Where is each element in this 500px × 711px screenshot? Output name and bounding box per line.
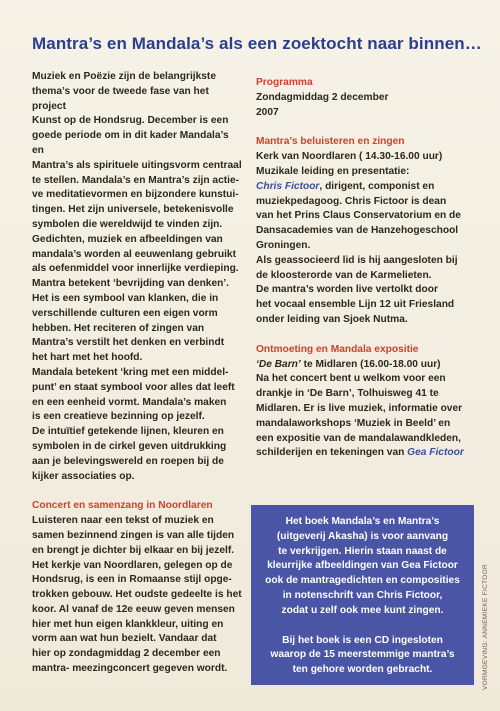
text-line: ook de mantragedichten en composities	[265, 575, 460, 587]
page-title: Mantra’s en Mandala’s als een zoektocht naar binnen…	[32, 34, 482, 53]
text-line: aan je belevingswereld en roepen bij de	[32, 455, 224, 467]
gea-fictoor-link: Gea Fictoor	[407, 447, 464, 459]
text-line: het vocaal ensemble Lijn 12 uit Friesland	[256, 299, 455, 311]
text-line: muziekpedagoog. Chris Fictoor is dean	[256, 195, 447, 207]
text-line: zodat u zelf ook mee kunt zingen.	[281, 604, 444, 616]
spacer	[256, 120, 478, 135]
text-line: Kunst op de Hondsrug. December is een	[32, 115, 229, 127]
text-line: ten gehore worden gebracht.	[292, 664, 433, 676]
intro-text	[32, 70, 242, 484]
text-line: Mandala betekent ‘kring met een middel-	[32, 366, 229, 378]
text-line: De intuïtief getekende lijnen, kleuren en	[32, 426, 224, 438]
barn-name: ‘De Barn’	[256, 358, 301, 370]
mantras-heading: Mantra’s beluisteren en zingen	[256, 136, 405, 148]
text-line: De mantra’s worden live vertolkt door	[256, 284, 438, 296]
text-line: Groningen.	[256, 239, 311, 251]
text-span: te Midlaren (16.00-18.00 uur)	[300, 358, 441, 370]
text-line: en brengt je dichter bij elkaar en bij jezelf.	[32, 544, 235, 556]
text-line: kijker associaties op.	[32, 470, 135, 482]
text-line: drankje in ‘De Barn’, Tolhuisweg 41 te	[256, 388, 439, 400]
concert-heading: Concert en samenzang in Noordlaren	[32, 500, 213, 512]
text-line: symbolen in de cirkel geven uitdrukking	[32, 440, 227, 452]
text-line: Muzikale leiding en presentatie:	[256, 165, 410, 177]
design-credit: VORMGEVING: ANNEMIEKE FICTOOR	[482, 564, 489, 690]
programma-year: 2007	[256, 106, 279, 118]
text-line: een expositie van de mandalawandkleden,	[256, 432, 461, 444]
text-line: Hondsrug, is een in Romaanse stijl opge-	[32, 574, 232, 586]
text-line: (uitgeverij Akasha) is voor aanvang	[276, 530, 449, 542]
text-line: waarop de 15 meerstemmige mantra’s	[270, 649, 455, 661]
text-line: Bij het boek is een CD ingesloten	[282, 634, 443, 646]
text-line: verschillende culturen een eigen vorm	[32, 307, 218, 319]
text-line: tingen. Het zijn universele, betekenisvolle	[32, 204, 234, 216]
book-info-box	[251, 505, 474, 685]
text-line: Kerk van Noordlaren ( 14.30-16.00 uur)	[256, 151, 443, 163]
text-line: Mantra’s als spirituele uitingsvorm centraal	[32, 159, 242, 171]
text-line: hier met hun eigen klankkleur, uiting en	[32, 618, 224, 630]
text-line	[256, 180, 478, 195]
text-line: mandala’s worden al eeuwenlang gebruikt	[32, 248, 236, 260]
chris-fictoor-link: Chris Fictoor	[256, 180, 320, 192]
text-line: trokken gebouw. Het oudste gedeelte is het	[32, 589, 242, 601]
text-line: de kloosterorde van de Karmelieten.	[256, 269, 432, 281]
expo-heading: Ontmoeting en Mandala expositie	[256, 343, 419, 355]
left-column	[32, 70, 242, 677]
text-line: Na het concert bent u welkom voor een	[256, 373, 446, 385]
text-line: Mantra betekent ‘bevrijding van denken’.	[32, 278, 230, 290]
text-line: Luisteren naar een tekst of muziek en	[32, 515, 214, 527]
text-line: Muziek en Poëzie zijn de belangrijkste	[32, 71, 216, 82]
text-line: Mantra’s verstilt het denken en verbindt	[32, 337, 225, 349]
text-line: samen bezinnend zingen is van alle tijden	[32, 529, 235, 541]
text-line: ve meditatievormen en bijzondere kunstui-	[32, 189, 239, 201]
text-line: vorm aan wat hun bezielt. Vandaar dat	[32, 633, 217, 645]
text-line: Het is een symbool van klanken, die in	[32, 292, 219, 304]
text-line: mantra- meezingconcert gegeven wordt.	[32, 663, 228, 675]
text-span: , dirigent, componist en	[319, 180, 435, 192]
concert-text	[32, 514, 242, 677]
text-span: schilderijen en tekeningen van	[256, 447, 408, 459]
spacer	[259, 619, 466, 634]
text-line: koor. Al vanaf de 12e eeuw geven mensen	[32, 603, 235, 615]
text-line: in notenschrift van Chris Fictoor,	[282, 589, 443, 601]
text-line: het hart met het hoofd.	[32, 352, 143, 364]
text-line: onder leiding van Sjoek Nutma.	[256, 313, 408, 325]
text-line: Dansacademies van de Hanzehogeschool	[256, 225, 459, 237]
text-line: is een creatieve bezinning op jezelf.	[32, 411, 205, 423]
text-line: van het Prins Claus Conservatorium en de	[256, 210, 461, 222]
text-line: Gedichten, muziek en afbeeldingen van	[32, 233, 223, 245]
text-line: symbolen die wereldwijd te vinden zijn.	[32, 218, 223, 230]
programma-heading: Programma	[256, 77, 313, 88]
text-line: hier op zondagmiddag 2 december een	[32, 648, 221, 660]
text-line: te verkrijgen. Hierin staan naast de	[278, 545, 447, 557]
text-line	[256, 358, 478, 373]
text-line: Als geassocieerd lid is hij aangesloten bij	[256, 254, 458, 266]
text-line: punt’ en staat symbool voor alles dat leeft	[32, 381, 235, 393]
text-line: Het kerkje van Noordlaren, gelegen op de	[32, 559, 233, 571]
text-line: Midlaren. Er is live muziek, informatie over	[256, 402, 463, 414]
text-line: mandalaworkshops ‘Muziek in Beeld’ en	[256, 417, 451, 429]
text-line: hebben. Het reciteren of zingen van	[32, 322, 205, 334]
text-line	[256, 446, 478, 461]
text-line: en een eenheid vormt. Mandala’s maken	[32, 396, 227, 408]
programma-date: Zondagmiddag 2 december	[256, 91, 389, 103]
text-line: als oefenmiddel voor innerlijke verdieping.	[32, 263, 239, 275]
text-line: thema’s voor de tweede fase van het project	[32, 85, 209, 112]
spacer	[256, 328, 478, 343]
spacer	[32, 484, 242, 499]
text-line: Het boek Mandala’s en Mantra’s	[285, 516, 440, 527]
text-line: kleurrijke afbeeldingen van Gea Fictoor	[267, 560, 458, 572]
text-line: goede periode om in dit kader Mandala’s en	[32, 130, 229, 156]
right-column	[256, 76, 478, 461]
text-line: te stellen. Mandala’s en Mantra’s zijn actie-	[32, 174, 240, 186]
